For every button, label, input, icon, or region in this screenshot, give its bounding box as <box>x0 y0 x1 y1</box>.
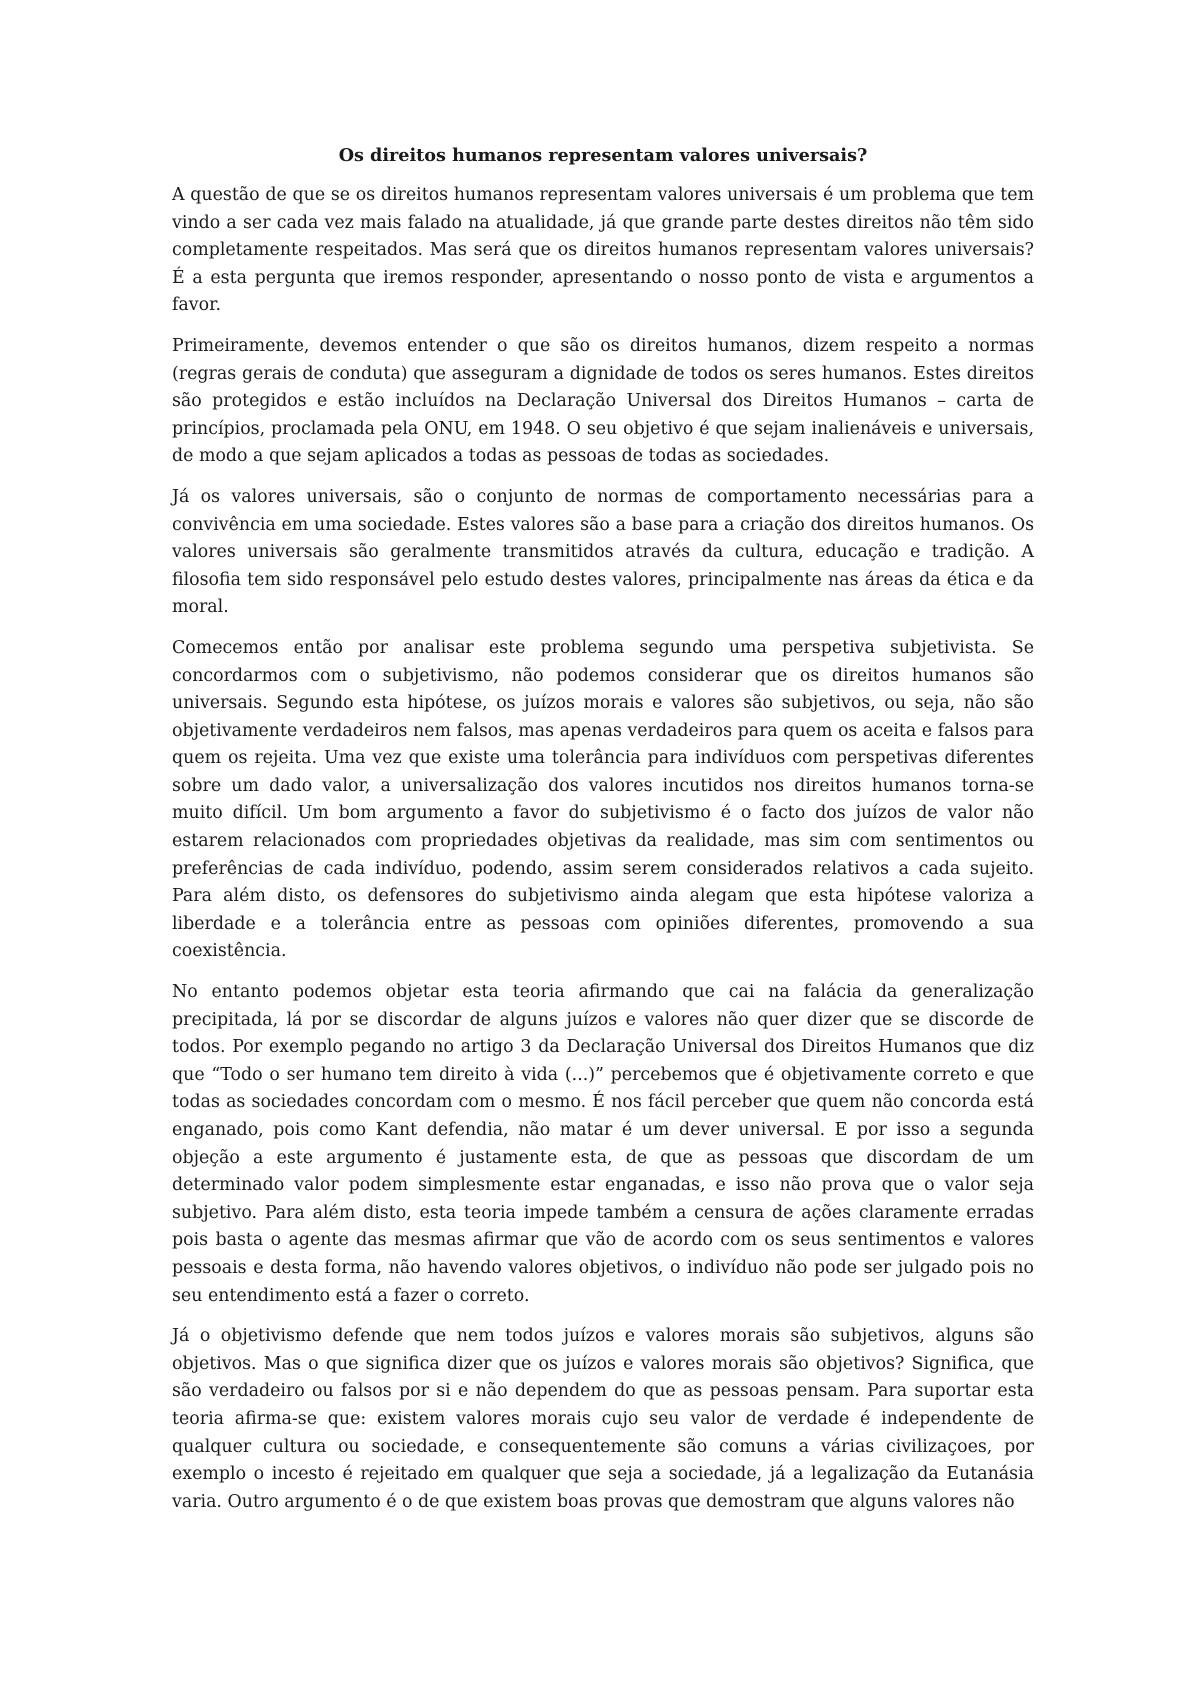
document-body <box>172 142 1034 1529</box>
paragraph-objection: No entanto podemos objetar esta teoria afirmando que cai na falácia da generalização precipitada, lá por se discordar de alguns juízos e valores não quer dizer que se discorde de todos. Por exemplo pegando no artigo 3 da Declaração Universal dos Direitos Humanos que diz que “Todo o ser humano tem direito à vida (...)” percebemos que é objetivamente correto e que todas as sociedades concordam com o mesmo. É nos fácil perceber que quem não concorda está enganado, pois como Kant defendia, não matar é um dever universal. E por isso a segunda objeção a este argumento é justamente esta, de que as pessoas que discordam de um determinado valor podem simplesmente estar enganadas, e isso não prova que o valor seja subjetivo. Para além disto, esta teoria impede também a censura de ações claramente erradas pois basta o agente das mesmas afirmar que vão de acordo com os seus sentimentos e valores pessoais e desta forma, não havendo valores objetivos, o indivíduo não pode ser julgado pois no seu entendimento está a fazer o correto. <box>172 982 1034 1306</box>
document-title: Os direitos humanos representam valores universais? <box>338 145 868 166</box>
paragraph-subjectivism: Comecemos então por analisar este problema segundo uma perspetiva subjetivista. Se concordarmos com o subjetivismo, não podemos considerar que os direitos humanos são universais. Segundo esta hipótese, os juízos morais e valores são subjetivos, ou seja, não são objetivamente verdadeiros nem falsos, mas apenas verdadeiros para quem os aceita e falsos para quem os rejeita. Uma vez que existe uma tolerância para indivíduos com perspetivas diferentes sobre um dado valor, a universalização dos valores incutidos nos direitos humanos torna-se muito difícil. Um bom argumento a favor do subjetivismo é o facto dos juízos de valor não estarem relacionados com propriedades objetivas da realidade, mas sim com sentimentos ou preferências de cada indivíduo, podendo, assim serem considerados relativos a cada sujeito. Para além disto, os defensores do subjetivismo ainda alegam que esta hipótese valoriza a liberdade e a tolerância entre as pessoas com opiniões diferentes, promovendo a sua coexistência. <box>172 637 1034 962</box>
paragraph-objectivism: Já o objetivismo defende que nem todos juízos e valores morais são subjetivos, alguns são objetivos. Mas o que significa dizer que os juízos e valores morais são objetivos? Significa, que são verdadeiro ou falsos por si e não dependem do que as pessoas pensam. Para suportar esta teoria afirma-se que: existem valores morais cujo seu valor de verdade é independente de qualquer cultura ou sociedade, e consequentemente são comuns a várias civilizaçoes, por exemplo o incesto é rejeitado em qualquer que seja a sociedade, já a legalização da Eutanásia varia. Outro argumento é o de que existem boas provas que demostram que alguns valores não <box>172 1326 1034 1512</box>
paragraph-universal-values: Já os valores universais, são o conjunto de normas de comportamento necessárias para a convivência em uma sociedade. Estes valores são a base para a criação dos direitos humanos. Os valores universais são geralmente transmitidos através da cultura, educação e tradição. A filosofia tem sido responsável pelo estudo destes valores, principalmente nas áreas da ética e da moral. <box>172 486 1034 618</box>
paragraph-human-rights-definition: Primeiramente, devemos entender o que são os direitos humanos, dizem respeito a normas (regras gerais de conduta) que asseguram a dignidade de todos os seres humanos. Estes direitos são protegidos e estão incluídos na Declaração Universal dos Direitos Humanos – carta de princípios, proclamada pela ONU, em 1948. O seu objetivo é que sejam inalienáveis e universais, de modo a que sejam aplicados a todas as pessoas de todas as sociedades. <box>172 335 1034 467</box>
paragraph-intro: A questão de que se os direitos humanos representam valores universais é um problema que tem vindo a ser cada vez mais falado na atualidade, já que grande parte destes direitos não têm sido completamente respeitados. Mas será que os direitos humanos representam valores universais? É a esta pergunta que iremos responder, apresentando o nosso ponto de vista e argumentos a favor. <box>172 185 1034 316</box>
